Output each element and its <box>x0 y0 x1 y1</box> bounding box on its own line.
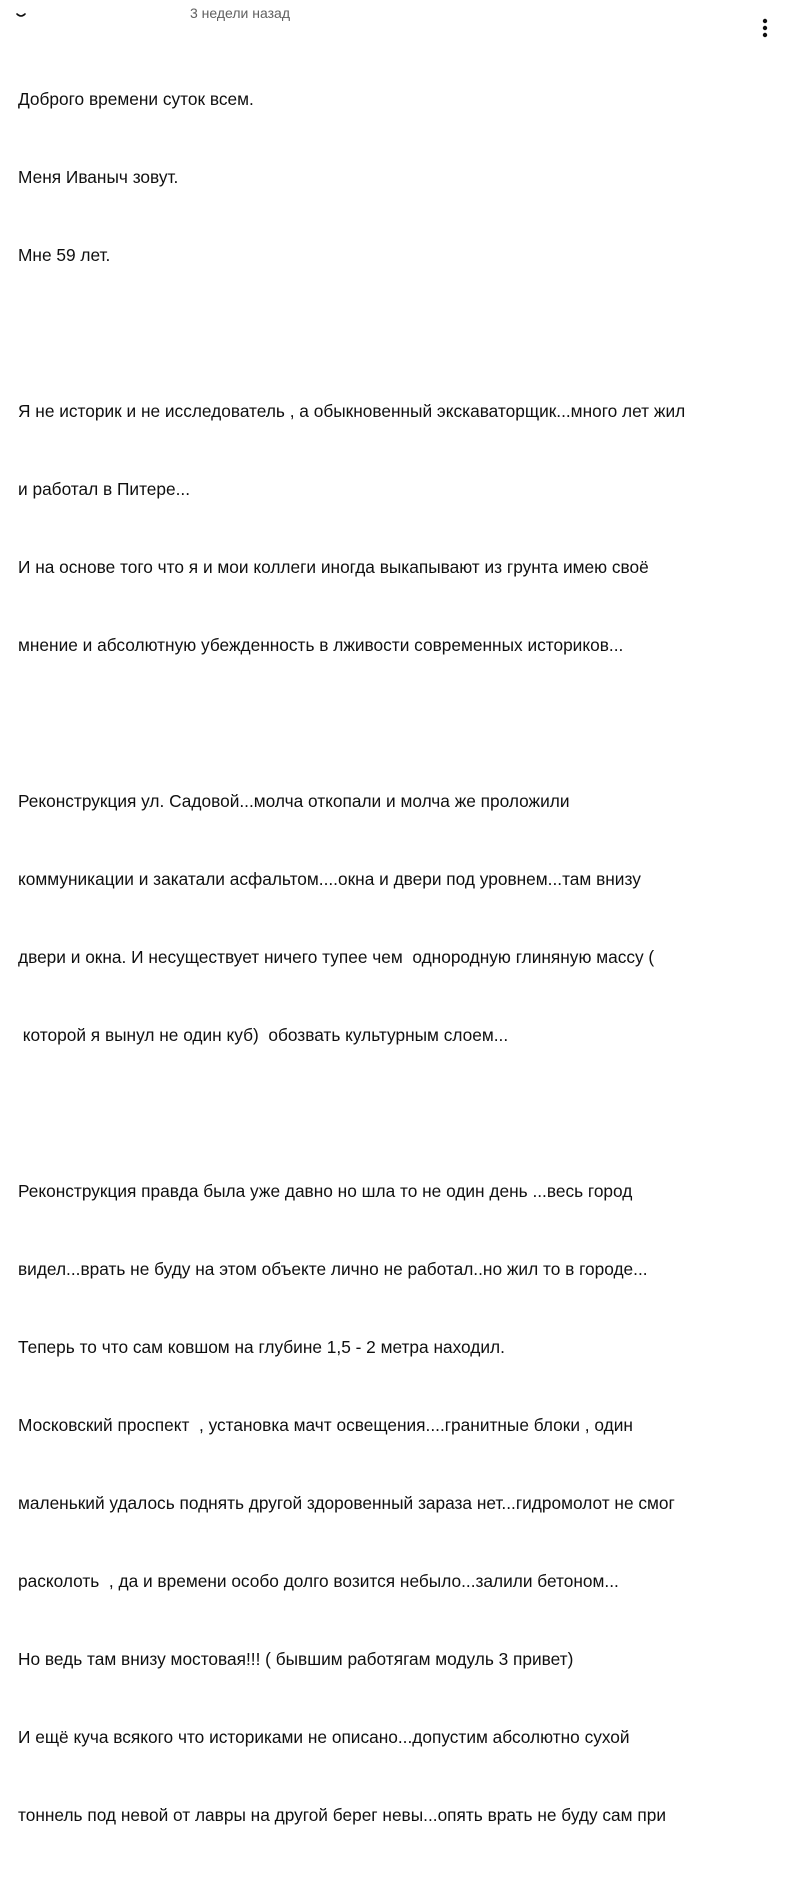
comment-text <box>18 34 788 1880</box>
comment-line: видел...врать не буду на этом объекте лично не работал..но жил то в городе... <box>18 1259 648 1279</box>
comment-line: двери и окна. И несуществует ничего тупее чем однородную глиняную массу ( <box>18 947 655 967</box>
comment-line: Меня Иваныч зовут. <box>18 167 179 187</box>
comment-line: Мне 59 лет. <box>18 245 111 265</box>
comment-line: коммуникации и закатали асфальтом....окна и двери под уровнем...там внизу <box>18 869 641 889</box>
paragraph-gap <box>18 320 788 346</box>
comment-timestamp[interactable]: 3 недели назад <box>190 5 290 21</box>
author-name-fragment <box>16 11 26 21</box>
paragraph-gap <box>18 1100 788 1126</box>
comment-line: Доброго времени суток всем. <box>18 89 254 109</box>
comment-line: Теперь то что сам ковшом на глубине 1,5 - 2 метра находил. <box>18 1337 505 1357</box>
comment-line: Московский проспект , установка мачт освещения....гранитные блоки , один <box>18 1415 633 1435</box>
comment-line: и работал в Питере... <box>18 479 191 499</box>
paragraph-gap <box>18 710 788 736</box>
comment-line: И ещё куча всякого что историками не описано...допустим абсолютно сухой <box>18 1727 630 1747</box>
comment-line: тоннель под невой от лавры на другой берег невы...опять врать не буду сам при <box>18 1805 666 1825</box>
comment-line: И на основе того что я и мои коллеги иногда выкапывают из грунта имею своё <box>18 557 649 577</box>
comment-line: мнение и абсолютную убежденность в лживости современных историков... <box>18 635 624 655</box>
comment-line: маленький удалось поднять другой здоровенный зараза нет...гидромолот не смог <box>18 1493 675 1513</box>
comment-line: Но ведь там внизу мостовая!!! ( бывшим работягам модуль 3 привет) <box>18 1649 574 1669</box>
comment-line: которой я вынул не один куб) обозвать культурным слоем... <box>18 1025 509 1045</box>
comment-line: расколоть , да и времени особо долго возится небыло...залили бетоном... <box>18 1571 619 1591</box>
comment-line: Реконструкция правда была уже давно но шла то не один день ...весь город <box>18 1181 633 1201</box>
comment-line: Я не историк и не исследователь , а обыкновенный экскаваторщик...много лет жил <box>18 401 686 421</box>
comment-line: Реконструкция ул. Садовой...молча откопали и молча же проложили <box>18 791 570 811</box>
